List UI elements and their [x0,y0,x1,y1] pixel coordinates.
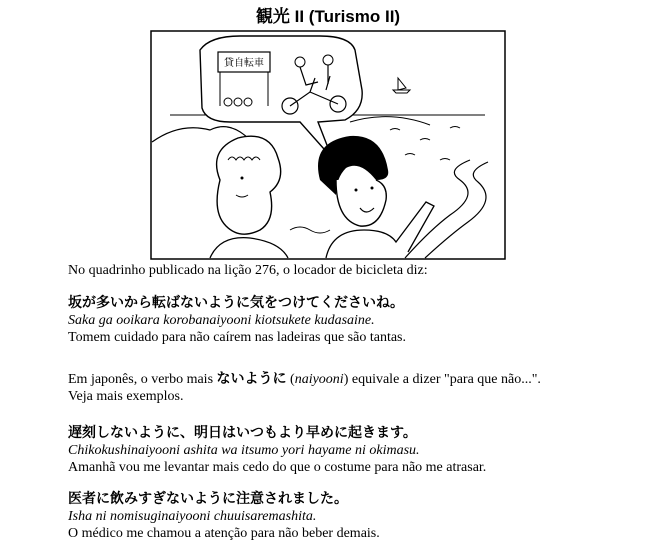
page-title: 観光 II (Turismo II) [255,7,401,26]
rental-sign-text: 貸自転車 [224,58,264,69]
explanation [68,371,648,405]
example-main-romaji: Saka ga ooikara korobanaiyooni kiotsukete kudasaine. [68,313,375,328]
explanation-line1 [68,371,648,388]
example-main [68,294,648,346]
explanation-part1: Em japonês, o verbo mais [68,372,217,387]
intro-text: No quadrinho publicado na lição 276, o locador de bicicleta diz: [68,263,428,278]
example-main-japanese: 坂が多いから転ばないように気をつけてくださいね。 [68,295,404,311]
example-1-japanese: 遅刻しないように、明日はいつもより早めに起きます。 [68,425,417,441]
example-main-portuguese: Tomem cuidado para não caírem nas ladeiras que são tantas. [68,330,406,345]
example-1 [68,424,648,476]
example-2-romaji: Isha ni nomisuginaiyooni chuuisaremashita. [68,509,317,524]
example-2-japanese: 医者に飲みすぎないように注意されました。 [68,491,348,507]
example-2 [68,490,648,542]
example-1-portuguese: Amanhã vou me levantar mais cedo do que o costume para não me atrasar. [68,460,487,475]
explanation-part2: ( [286,372,295,387]
explanation-jp-word: ないように [216,371,287,387]
explanation-line2: Veja mais exemplos. [68,389,184,404]
explanation-part3: ) equivale a dizer "para que não...". [343,372,541,387]
example-2-portuguese: O médico me chamou a atenção para não beber demais. [68,526,380,541]
explanation-romaji-word: naiyooni [294,372,344,387]
example-1-romaji: Chikokushinaiyooni ashita wa itsumo yori hayame ni okimasu. [68,443,420,458]
comic-illustration [150,30,506,260]
